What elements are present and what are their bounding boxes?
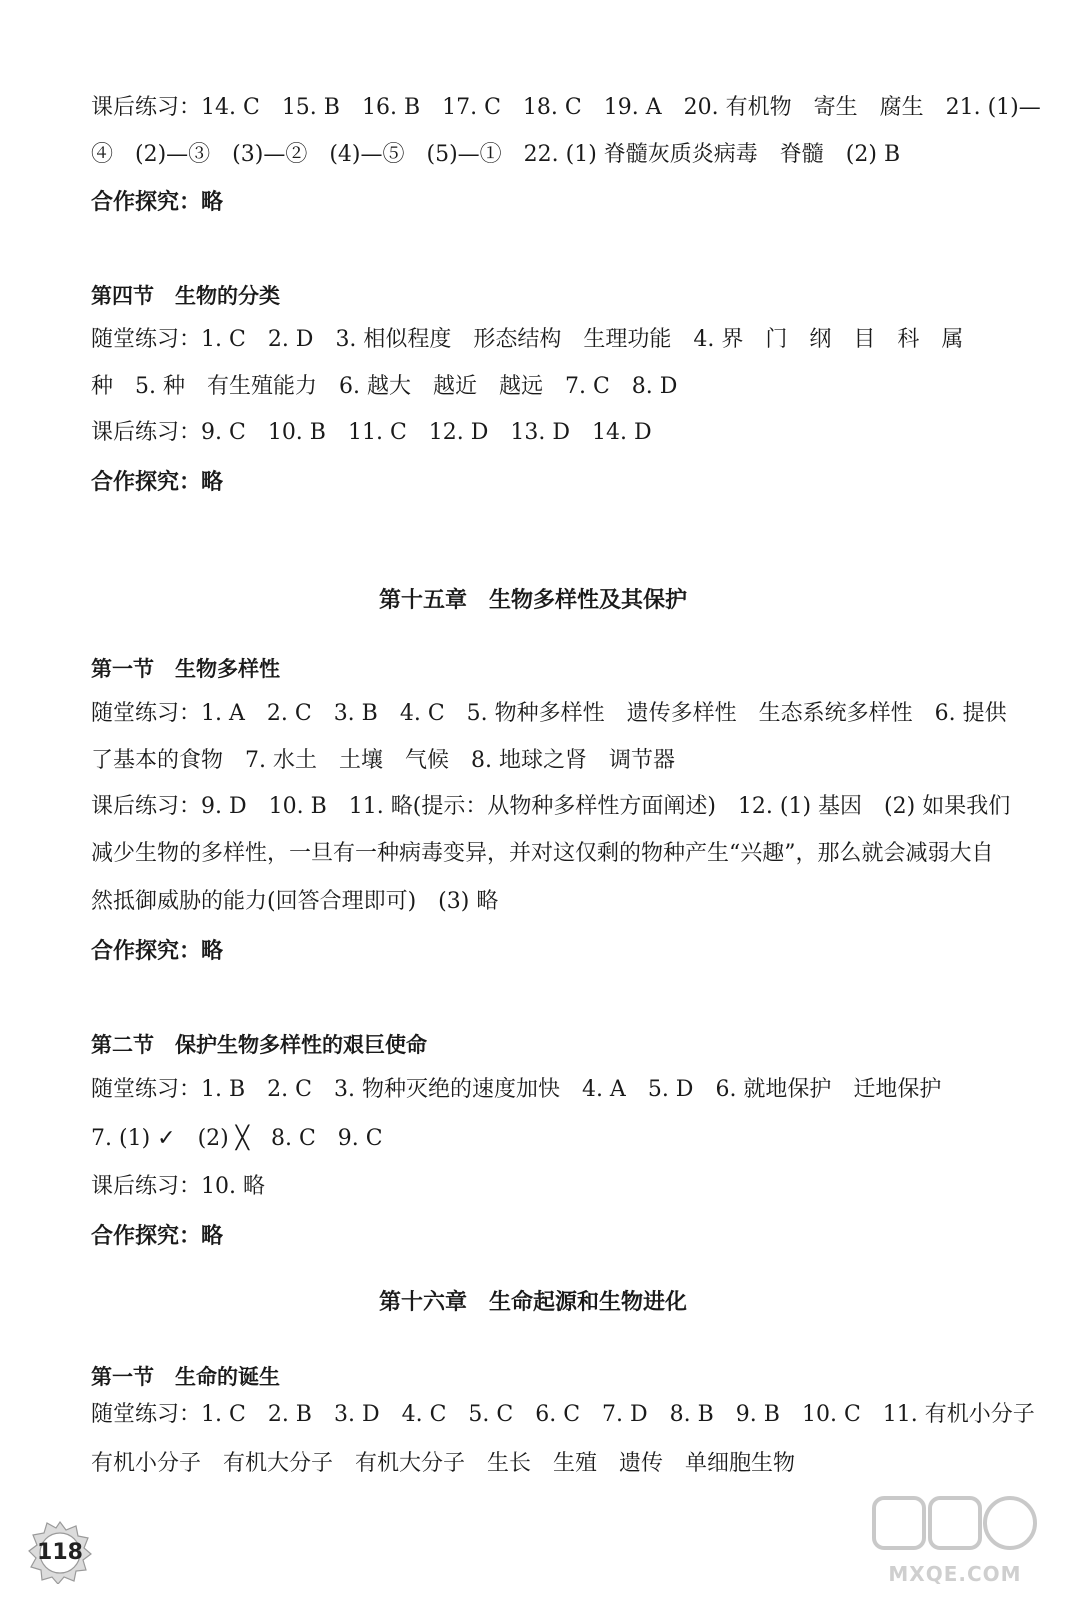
watermark-icon xyxy=(870,1490,1040,1560)
answer-line: 课后练习：9. D 10. B 11. 略(提示：从物种多样性方面阐述) 12. (1) 基因 (2) 如果我们 xyxy=(91,794,1011,819)
answer-line: 合作探究：略 xyxy=(91,938,224,964)
answer-line: 7. (1) ✓ (2) ╳ 8. C 9. C xyxy=(91,1126,383,1151)
section-heading: 第四节 生物的分类 xyxy=(91,283,280,308)
answer-line: 随堂练习：1. C 2. B 3. D 4. C 5. C 6. C 7. D 8. B 9. B 10. C 11. 有机小分子 xyxy=(91,1402,1035,1427)
chapter-title: 第十五章 生物多样性及其保护 xyxy=(378,587,687,613)
answer-line: ④ (2)—③ (3)—② (4)—⑤ (5)—① 22. (1) 脊髓灰质炎病毒 脊髓 (2) B xyxy=(91,142,901,167)
answer-line: 随堂练习：1. A 2. C 3. B 4. C 5. 物种多样性 遗传多样性 生态系统多样性 6. 提供 xyxy=(91,701,1007,726)
answer-line: 然抵御威胁的能力(回答合理即可) (3) 略 xyxy=(91,889,499,914)
page-number-badge xyxy=(28,1520,92,1584)
answer-line: 合作探究：略 xyxy=(91,1223,224,1249)
watermark-logo xyxy=(870,1490,1040,1590)
section-heading: 第一节 生命的诞生 xyxy=(91,1364,280,1389)
answer-line: 有机小分子 有机大分子 有机大分子 生长 生殖 遗传 单细胞生物 xyxy=(91,1451,796,1476)
section-heading: 第二节 保护生物多样性的艰巨使命 xyxy=(91,1032,427,1057)
page-number: 118 xyxy=(37,1539,83,1565)
answer-line: 课后练习：9. C 10. B 11. C 12. D 13. D 14. D xyxy=(91,420,652,445)
answer-line: 种 5. 种 有生殖能力 6. 越大 越近 越远 7. C 8. D xyxy=(91,374,678,399)
chapter-title: 第十六章 生命起源和生物进化 xyxy=(378,1289,687,1315)
answer-line: 合作探究：略 xyxy=(91,189,224,215)
answer-line: 合作探究：略 xyxy=(91,469,224,495)
section-heading: 第一节 生物多样性 xyxy=(91,656,280,681)
watermark-text: MXQE.COM xyxy=(888,1562,1022,1586)
answer-line: 随堂练习：1. C 2. D 3. 相似程度 形态结构 生理功能 4. 界 门 纲 目 科 属 xyxy=(91,327,964,352)
answer-line: 课后练习：14. C 15. B 16. B 17. C 18. C 19. A 20. 有机物 寄生 腐生 21. (1)— xyxy=(91,95,1041,120)
answer-line: 随堂练习：1. B 2. C 3. 物种灭绝的速度加快 4. A 5. D 6. 就地保护 迁地保护 xyxy=(91,1077,942,1102)
answer-line: 了基本的食物 7. 水土 土壤 气候 8. 地球之肾 调节器 xyxy=(91,748,675,773)
answer-line: 课后练习：10. 略 xyxy=(91,1174,265,1199)
answer-line: 减少生物的多样性，一旦有一种病毒变异，并对这仅剩的物种产生“兴趣”，那么就会减弱大自 xyxy=(91,841,994,866)
